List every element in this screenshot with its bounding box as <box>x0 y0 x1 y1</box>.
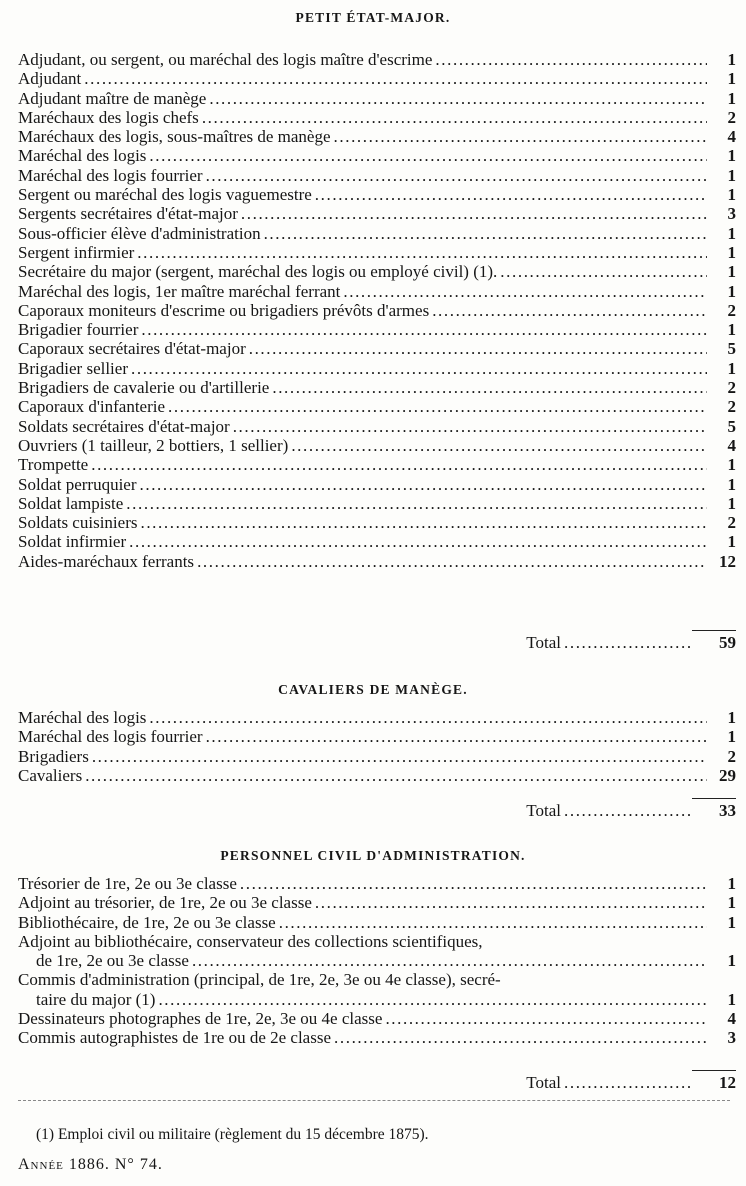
list-item: Adjudant, ou sergent, ou maréchal des logis maître d'escrime ..... 1 <box>18 50 736 69</box>
list-item: Trésorier de 1re, 2e ou 3e classe ..... 1 <box>18 874 736 893</box>
list-cavaliers-de-manege <box>18 708 736 785</box>
list-item: Sergent ou maréchal des logis vaguemestre ..... 1 <box>18 185 736 204</box>
list-petit-etat-major <box>18 50 736 571</box>
page-footer: Année 1886. N° 74. <box>18 1156 163 1173</box>
total-label: Total <box>526 1073 561 1092</box>
total-value: 12 <box>692 1070 736 1093</box>
list-item: Maréchaux des logis, sous-maîtres de manège ..... 4 <box>18 127 736 146</box>
total-row-petit-etat-major <box>18 630 736 652</box>
total-value: 33 <box>692 798 736 821</box>
list-item: Trompette ..... 1 <box>18 455 736 474</box>
list-item: Maréchal des logis fourrier ..... 1 <box>18 727 736 746</box>
list-item: Brigadiers de cavalerie ou d'artillerie ..... 2 <box>18 378 736 397</box>
section-title-cavaliers-de-manege: CAVALIERS DE MANÈGE. <box>278 682 468 697</box>
list-item: Soldats cuisiniers ..... 2 <box>18 513 736 532</box>
footnote-separator <box>18 1100 730 1101</box>
total-label: Total <box>526 633 561 652</box>
list-item: Secrétaire du major (sergent, maréchal des logis ou employé civil) (1). ..... 1 <box>18 262 736 281</box>
list-item: Adjudant maître de manège ..... 1 <box>18 89 736 108</box>
list-item: Brigadiers ..... 2 <box>18 747 736 766</box>
footnote: (1) Emploi civil ou militaire (règlement du 15 décembre 1875). <box>36 1126 429 1143</box>
list-item: Adjoint au bibliothécaire, conservateur des collections scientifiques, de 1re, 2e ou 3e classe ..... 1 <box>18 932 736 971</box>
list-item: Ouvriers (1 tailleur, 2 bottiers, 1 sellier) ..... 4 <box>18 436 736 455</box>
list-item: Maréchaux des logis chefs ..... 2 <box>18 108 736 127</box>
total-value: 59 <box>692 630 736 653</box>
list-item: Bibliothécaire, de 1re, 2e ou 3e classe ..... 1 <box>18 913 736 932</box>
list-item: Commis d'administration (principal, de 1re, 2e, 3e ou 4e classe), secré- taire du major (1) ..... 1 <box>18 970 736 1009</box>
list-item: Maréchal des logis, 1er maître maréchal ferrant ..... 1 <box>18 282 736 301</box>
list-item: Cavaliers ..... 29 <box>18 766 736 785</box>
total-label: Total <box>526 801 561 820</box>
list-item: Dessinateurs photographes de 1re, 2e, 3e ou 4e classe ..... 4 <box>18 1009 736 1028</box>
total-row-cavaliers-de-manege <box>18 798 736 820</box>
list-item: Caporaux d'infanterie ..... 2 <box>18 397 736 416</box>
list-item: Sergent infirmier ..... 1 <box>18 243 736 262</box>
list-item: Maréchal des logis ..... 1 <box>18 146 736 165</box>
list-personnel-civil <box>18 874 736 1048</box>
list-item: Aides-maréchaux ferrants ..... 12 <box>18 552 736 571</box>
list-item: Adjudant ..... 1 <box>18 69 736 88</box>
list-item: Caporaux secrétaires d'état-major ..... 5 <box>18 339 736 358</box>
list-item: Soldat infirmier ..... 1 <box>18 532 736 551</box>
list-item: Soldat lampiste ..... 1 <box>18 494 736 513</box>
section-title-petit-etat-major: PETIT ÉTAT-MAJOR. <box>295 10 451 25</box>
list-item: Brigadier sellier ..... 1 <box>18 359 736 378</box>
section-title-personnel-civil: PERSONNEL CIVIL D'ADMINISTRATION. <box>220 848 526 863</box>
list-item: Caporaux moniteurs d'escrime ou brigadiers prévôts d'armes ..... 2 <box>18 301 736 320</box>
list-item: Maréchal des logis ..... 1 <box>18 708 736 727</box>
total-row-personnel-civil <box>18 1070 736 1092</box>
list-item: Sous-officier élève d'administration ..... 1 <box>18 224 736 243</box>
list-item: Soldat perruquier ..... 1 <box>18 475 736 494</box>
list-item: Brigadier fourrier ..... 1 <box>18 320 736 339</box>
list-item: Maréchal des logis fourrier ..... 1 <box>18 166 736 185</box>
list-item: Sergents secrétaires d'état-major ..... 3 <box>18 204 736 223</box>
list-item: Commis autographistes de 1re ou de 2e classe ..... 3 <box>18 1028 736 1047</box>
list-item: Soldats secrétaires d'état-major ..... 5 <box>18 417 736 436</box>
list-item: Adjoint au trésorier, de 1re, 2e ou 3e classe ..... 1 <box>18 893 736 912</box>
